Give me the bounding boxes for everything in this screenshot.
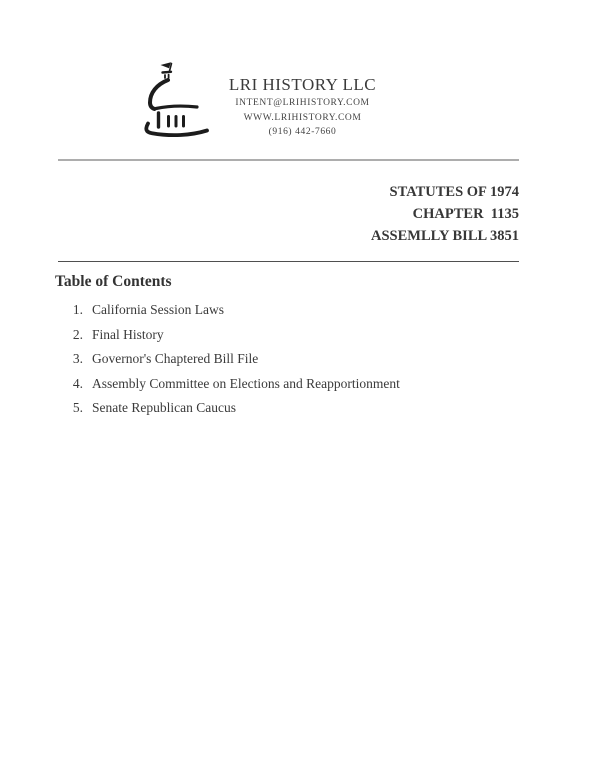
toc-title: Table of Contents: [55, 273, 172, 290]
toc-item: [70, 377, 400, 392]
toc-item-number: 4.: [72, 375, 83, 391]
company-website: WWW.LRIHISTORY.COM: [243, 112, 362, 123]
company-email: INTENT@LRIHISTORY.COM: [235, 98, 370, 108]
toc-item-number: 1.: [72, 302, 83, 317]
bill-reference-block: [371, 181, 519, 247]
toc-item-label: Senate Republican Caucus: [92, 400, 236, 415]
toc-item-label: Assembly Committee on Elections and Reapportionment: [92, 375, 400, 391]
toc-item: [70, 401, 400, 416]
toc-item: [70, 328, 400, 343]
toc-list: [70, 303, 400, 426]
toc-item: [70, 303, 400, 318]
capitol-dome-sketch-icon: [143, 60, 213, 138]
toc-item-number: 5.: [72, 400, 83, 415]
statutes-line: STATUTES OF 1974: [389, 184, 519, 200]
toc-item-label: California Session Laws: [92, 302, 224, 317]
toc-item: [70, 352, 400, 367]
toc-item-label: Governor's Chaptered Bill File: [92, 351, 259, 366]
letterhead: [205, 74, 400, 140]
reference-divider: [58, 261, 519, 262]
header-divider: [58, 159, 519, 161]
toc-item-label: Final History: [92, 326, 164, 342]
company-name: LRI HISTORY LLC: [228, 75, 377, 94]
chapter-line: CHAPTER 1135: [412, 206, 519, 222]
toc-item-number: 2.: [72, 326, 83, 342]
toc-item-number: 3.: [72, 351, 83, 366]
assembly-bill-line: ASSEMLLY BILL 3851: [370, 228, 519, 244]
company-phone: (916) 442-7660: [268, 127, 337, 138]
